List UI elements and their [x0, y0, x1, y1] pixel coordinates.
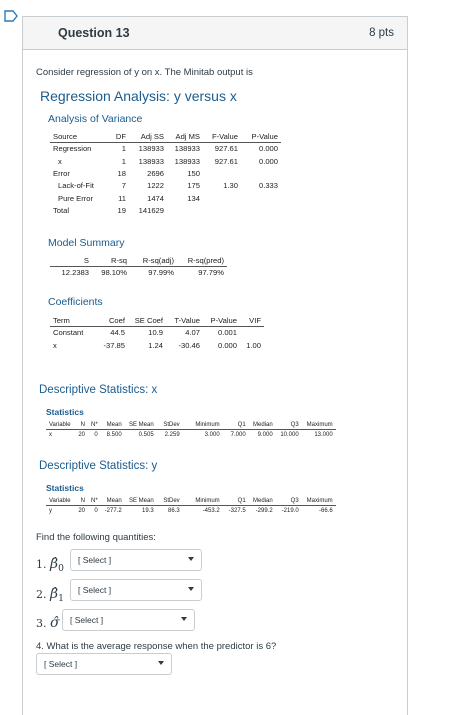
model-summary-table: S R-sq R-sq(adj) R-sq(pred) 12.2383 98.10% 97.99% 97.79% [50, 256, 227, 279]
anova-title: Analysis of Variance [48, 113, 143, 125]
desc-y-title: Descriptive Statistics: y [39, 460, 158, 472]
chevron-down-icon [188, 587, 194, 591]
find-quantities-text: Find the following quantities: [36, 532, 156, 543]
coefficients-title: Coefficients [48, 296, 103, 308]
table-row: Lack-of-Fit 7 1222 175 1.30 0.333 [58, 181, 278, 191]
question-header [23, 17, 407, 50]
table-row: Error 18 2696 150 [53, 168, 200, 178]
coefficients-table: Term Coef SE Coef T-Value P-Value VIF Constant 44.5 10.9 4.07 0.001 x -37.85 1.24 -30.46 0.000 1.00 [50, 316, 264, 351]
table-row: x 1 138933 138933 927.61 0.000 [58, 156, 278, 166]
beta1-select[interactable]: [ Select ] [70, 579, 202, 601]
average-response-select[interactable]: [ Select ] [36, 653, 172, 675]
flag-question-icon[interactable] [4, 10, 18, 22]
question-4-text: 4. What is the average response when the predictor is 6? [36, 641, 277, 652]
table-row: x 20 0 8.500 0.505 2.259 3.000 7.000 9.000 10.000 13.000 [49, 431, 333, 438]
chevron-down-icon [188, 557, 194, 561]
item-3-label: 3. σ̂ [36, 615, 60, 631]
chevron-down-icon [181, 617, 187, 621]
question-points: 8 pts [369, 27, 394, 39]
regression-title: Regression Analysis: y versus x [40, 88, 237, 104]
question-title: Question 13 [58, 26, 130, 40]
desc-x-table: Variable N N* Mean SE Mean StDev Minimum Q1 Median Q3 Maximum x 20 0 8.500 0.505 2.259 3.000 7.000 9.000 10.000 13.000 [46, 422, 336, 440]
model-summary-title: Model Summary [48, 237, 125, 249]
desc-x-subtitle: Statistics [46, 407, 84, 417]
table-row: Regression 1 138933 138933 927.61 0.000 [53, 144, 278, 154]
desc-y-table: Variable N N* Mean SE Mean StDev Minimum Q1 Median Q3 Maximum y 20 0 -277.2 19.3 86.3 -453.2 -327.5 -299.2 -219.0 -66.6 [46, 498, 336, 516]
table-row: y 20 0 -277.2 19.3 86.3 -453.2 -327.5 -299.2 -219.0 -66.6 [49, 507, 333, 514]
table-row: Constant 44.5 10.9 4.07 0.001 [53, 328, 237, 338]
item-2-label: 2. $\betâ_1$ [36, 586, 64, 605]
beta0-select[interactable]: [ Select ] [70, 549, 202, 571]
table-row: 12.2383 98.10% 97.99% 97.79% [61, 268, 224, 278]
table-row: Total 19 141629 [53, 206, 164, 216]
desc-y-subtitle: Statistics [46, 483, 84, 493]
item-1-label: 1. $\betâ_0$ [36, 556, 64, 575]
question-intro: Consider regression of y on x. The Minitab output is [36, 67, 253, 78]
anova-table: Source DF Adj SS Adj MS F-Value P-Value Regression 1 138933 138933 927.61 0.000 x 1 138933 138933 927.61 0.000 Error 18 2696 150 Lack-of-Fit 7 1222 175 1.30 0.333 Pure Error 11 1474 134 Total 19 141629 [50, 132, 281, 217]
table-row: Pure Error 11 1474 134 [58, 193, 200, 203]
sigma-select[interactable]: [ Select ] [62, 609, 195, 631]
desc-x-title: Descriptive Statistics: x [39, 384, 158, 396]
table-row: x -37.85 1.24 -30.46 0.000 1.00 [53, 340, 261, 350]
chevron-down-icon [158, 661, 164, 665]
